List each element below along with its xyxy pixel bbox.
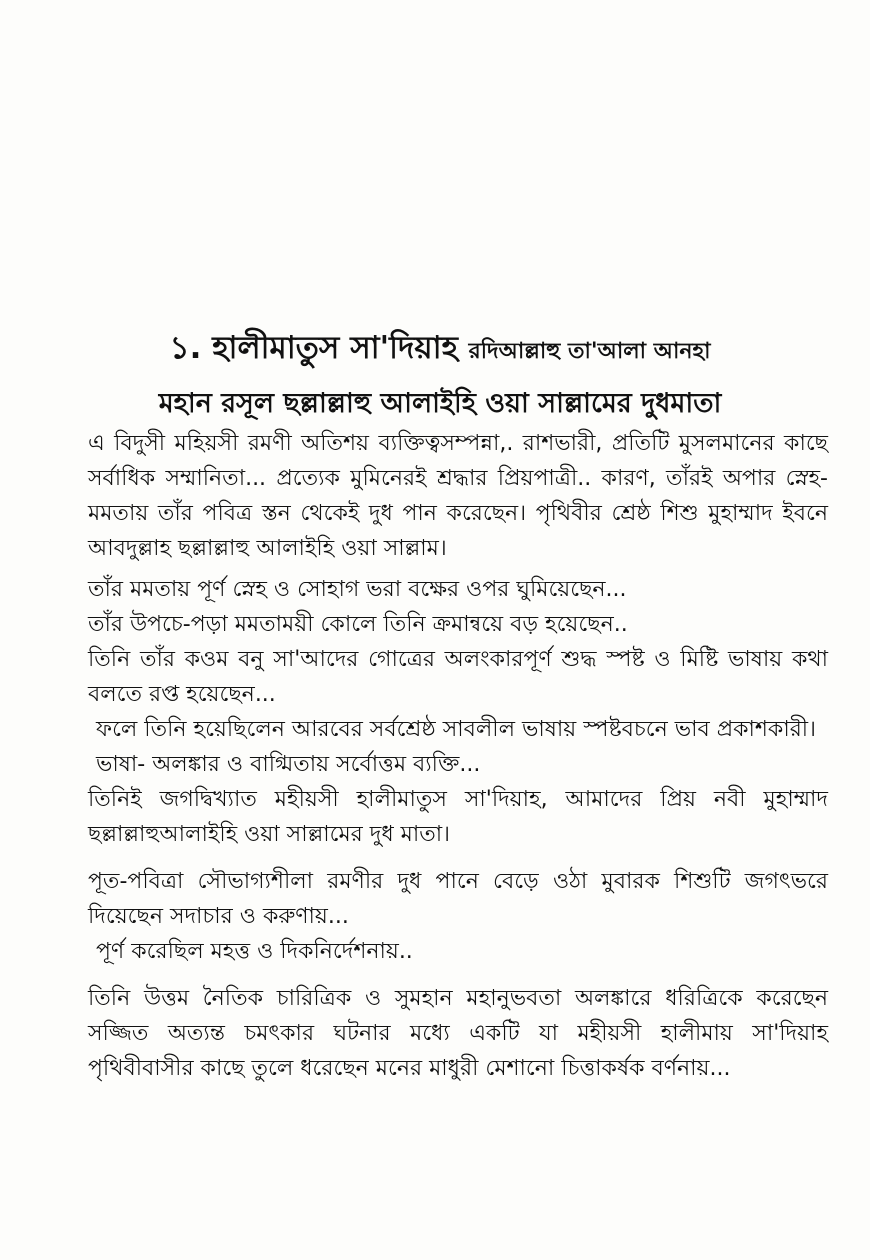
paragraph-2: তাঁর মমতায় পূর্ণ স্নেহ ও সোহাগ ভরা বক্ষের ওপর ঘুমিয়েছেন... <box>88 577 627 602</box>
paragraph-7: তিনিই জগদ্বিখ্যাত মহীয়সী হালীমাতুস সা'দিয়াহ, আমাদের প্রিয় নবী মুহাম্মাদ ছল্লাল্লাহুআলাইহি ওয়া সাল্লামের দুধ মাতা। <box>88 787 828 847</box>
paragraph-3: তাঁর উপচে-পড়া মমতাময়ী কোলে তিনি ক্রমান্বয়ে বড় হয়েছেন.. <box>88 612 628 637</box>
paragraph-10: তিনি উত্তম নৈতিক চারিত্রিক ও সুমহান মহানুভবতা অলঙ্কারে ধরিত্রিকে করেছেন সজ্জিত অত্যন্ত চমৎকার ঘটনার মধ্যে একটি যা মহীয়সী হালীমায় সা'দিয়াহ পৃথিবীবাসীর কাছে তুলে ধরেছেন মনের মাধুরী মেশানো চিত্তাকর্ষক বর্ণনায়... <box>88 986 828 1081</box>
paragraph-1: এ বিদুসী মহিয়সী রমণী অতিশয় ব্যক্তিত্বসম্পন্না,. রাশভারী, প্রতিটি মুসলমানের কাছে সর্বাধিক সম্মানিতা... প্রত্যেক মুমিনেরই শ্রদ্ধার প্রিয়পাত্রী.. কারণ, তাঁরই অপার স্নেহ-মমতায় তাঁর পবিত্র স্তন থেকেই দুধ পান করেছেন। পৃথিবীর শ্রেষ্ঠ শিশু মুহাম্মাদ ইবনে আবদুল্লাহ ছল্লাল্লাহু আলাইহি ওয়া সাল্লাম। <box>88 431 828 561</box>
paragraph-9: পূর্ণ করেছিল মহত্ত ও দিকনির্দেশনায়.. <box>96 939 413 964</box>
paragraph-5: ফলে তিনি হয়েছিলেন আরবের সর্বশ্রেষ্ঠ সাবলীল ভাষায় স্পষ্টবচনে ভাব প্রকাশকারী। <box>96 717 816 742</box>
heading-subtitle: মহান রসূল ছল্লাল্লাহু আলাইহি ওয়া সাল্লামের দুধমাতা <box>158 388 722 419</box>
heading-honorific: রদিআল্লাহু তা'আলা আনহা <box>468 339 711 364</box>
body-text <box>88 426 828 1086</box>
chapter-heading <box>60 326 820 424</box>
paragraph-4: তিনি তাঁর কওম বনু সা'আদের গোত্রের অলংকারপূর্ণ শুদ্ধ স্পষ্ট ও মিষ্টি ভাষায় কথা বলতে রপ্ত হয়েছেন... <box>88 647 828 707</box>
paragraph-6: ভাষা- অলঙ্কার ও বাগ্মিতায় সর্বোত্তম ব্যক্তি... <box>96 752 481 777</box>
paragraph-8: পূত-পবিত্রা সৌভাগ্যশীলা রমণীর দুধ পানে বেড়ে ওঠা মুবারক শিশুটি জগৎভরে দিয়েছেন সদাচার ও করুণায়... <box>88 869 828 929</box>
heading-title: ১. হালীমাতুস সা'দিয়াহ <box>169 330 458 366</box>
heading-line-1 <box>60 326 820 374</box>
